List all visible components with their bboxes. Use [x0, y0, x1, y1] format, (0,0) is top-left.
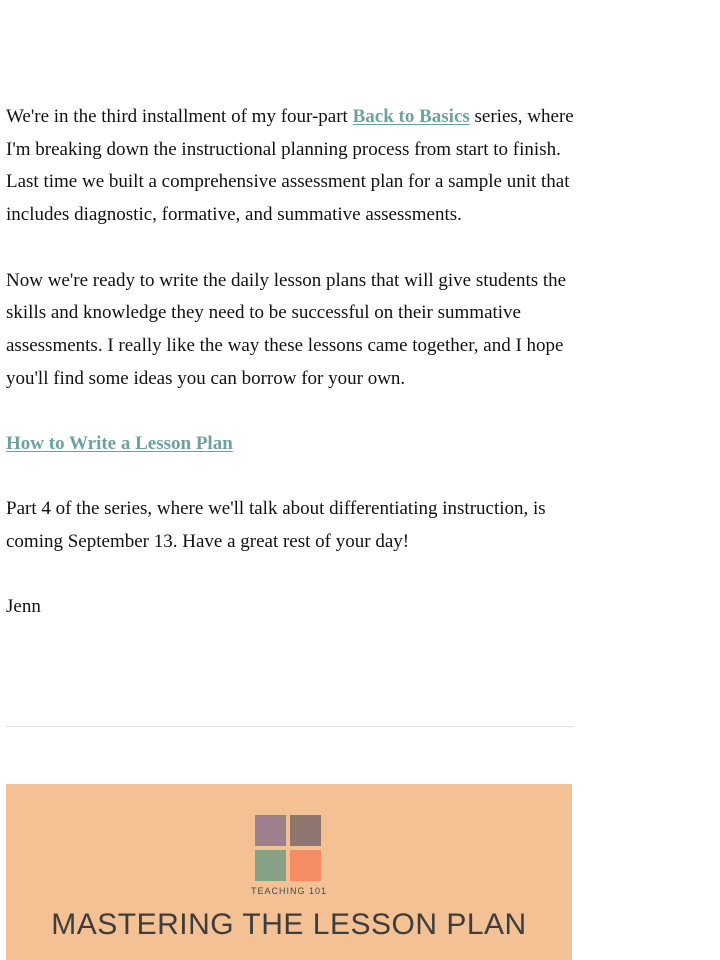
- mastering-lesson-plan-banner[interactable]: [6, 784, 572, 960]
- lesson-plan-paragraph: Now we're ready to write the daily lesson plans that will give students the skills and knowledge they need to be successful on their summative assessments. I really like the way these lessons came together, and I hope you'll find some ideas you can borrow for your own.: [6, 269, 567, 389]
- part-four-paragraph: Part 4 of the series, where we'll talk about differentiating instruction, is coming September 13. Have a great rest of your day!: [6, 498, 546, 553]
- logo-square-green: [255, 850, 286, 881]
- banner-headline: MASTERING THE LESSON PLAN: [51, 908, 527, 941]
- back-to-basics-link[interactable]: Back to Basics: [352, 106, 470, 127]
- divider: [6, 726, 574, 727]
- paragraph-spacer: [6, 395, 576, 428]
- paragraph-spacer: [6, 232, 576, 265]
- email-body: [6, 101, 576, 624]
- logo-square-mauve: [255, 815, 286, 846]
- paragraph-spacer: [6, 461, 576, 494]
- intro-text-before-link: We're in the third installment of my four-part: [6, 106, 353, 127]
- intro-paragraph: [6, 101, 576, 232]
- article-link-paragraph: [6, 428, 576, 461]
- banner-kicker: TEACHING 101: [250, 886, 328, 896]
- intro-text-after-link: series, where I'm breaking down the instructional planning process from start to finish. Last time we built a comprehensive assessment plan for a sample unit that includes diagnostic, formative, and summative assessments.: [6, 106, 574, 226]
- signature: Jenn: [6, 596, 41, 618]
- logo-square-orange: [290, 850, 321, 881]
- how-to-write-lesson-plan-link[interactable]: How to Write a Lesson Plan: [6, 433, 233, 454]
- paragraph-spacer: [6, 559, 576, 592]
- teaching-101-logo-icon: [255, 815, 321, 881]
- logo-square-brown: [290, 815, 321, 846]
